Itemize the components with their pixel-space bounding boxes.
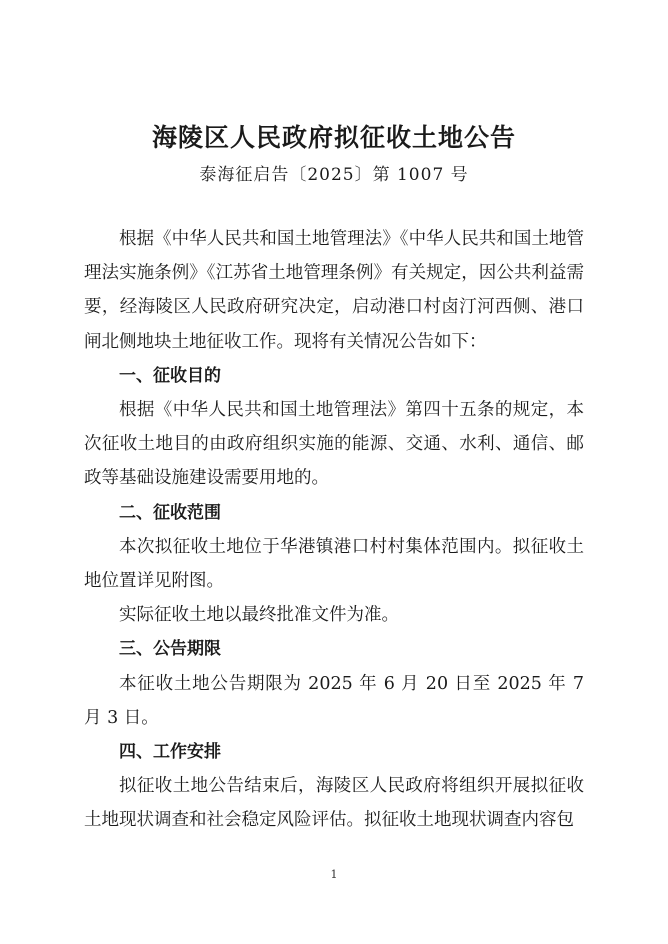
section-heading-period: 三、公告期限	[119, 639, 221, 660]
document-body	[84, 222, 584, 838]
intro-paragraph: 根据《中华人民共和国土地管理法》《中华人民共和国土地管理法实施条例》《江苏省土地管理条例》有关规定，因公共利益需要，经海陵区人民政府研究决定，启动港口村卤汀河西侧、港口闸北侧地块土地征收工作。现将有关情况公告如下：	[84, 229, 584, 352]
section-heading-scope: 二、征收范围	[119, 502, 221, 523]
page-title: 海陵区人民政府拟征收土地公告	[151, 123, 516, 152]
section-paragraph: 实际征收土地以最终批准文件为准。	[119, 605, 399, 626]
section-paragraph: 拟征收土地公告结束后，海陵区人民政府将组织开展拟征收土地现状调查和社会稳定风险评估。拟征收土地现状调查内容包	[84, 776, 584, 831]
section-heading-purpose: 一、征收目的	[119, 365, 221, 386]
section-paragraph: 本次拟征收土地位于华港镇港口村村集体范围内。拟征收土地位置详见附图。	[84, 536, 584, 592]
section-heading-arrangement: 四、工作安排	[119, 742, 221, 763]
document-number: 泰海征启告〔2025〕第 1007 号	[199, 165, 469, 185]
page-number: 1	[330, 868, 338, 881]
section-paragraph: 本征收土地公告期限为 2025 年 6 月 20 日至 2025 年 7 月 3 日。	[84, 673, 584, 728]
section-paragraph: 根据《中华人民共和国土地管理法》第四十五条的规定，本次征收土地目的由政府组织实施的能源、交通、水利、通信、邮政等基础设施建设需要用地的。	[84, 400, 584, 489]
